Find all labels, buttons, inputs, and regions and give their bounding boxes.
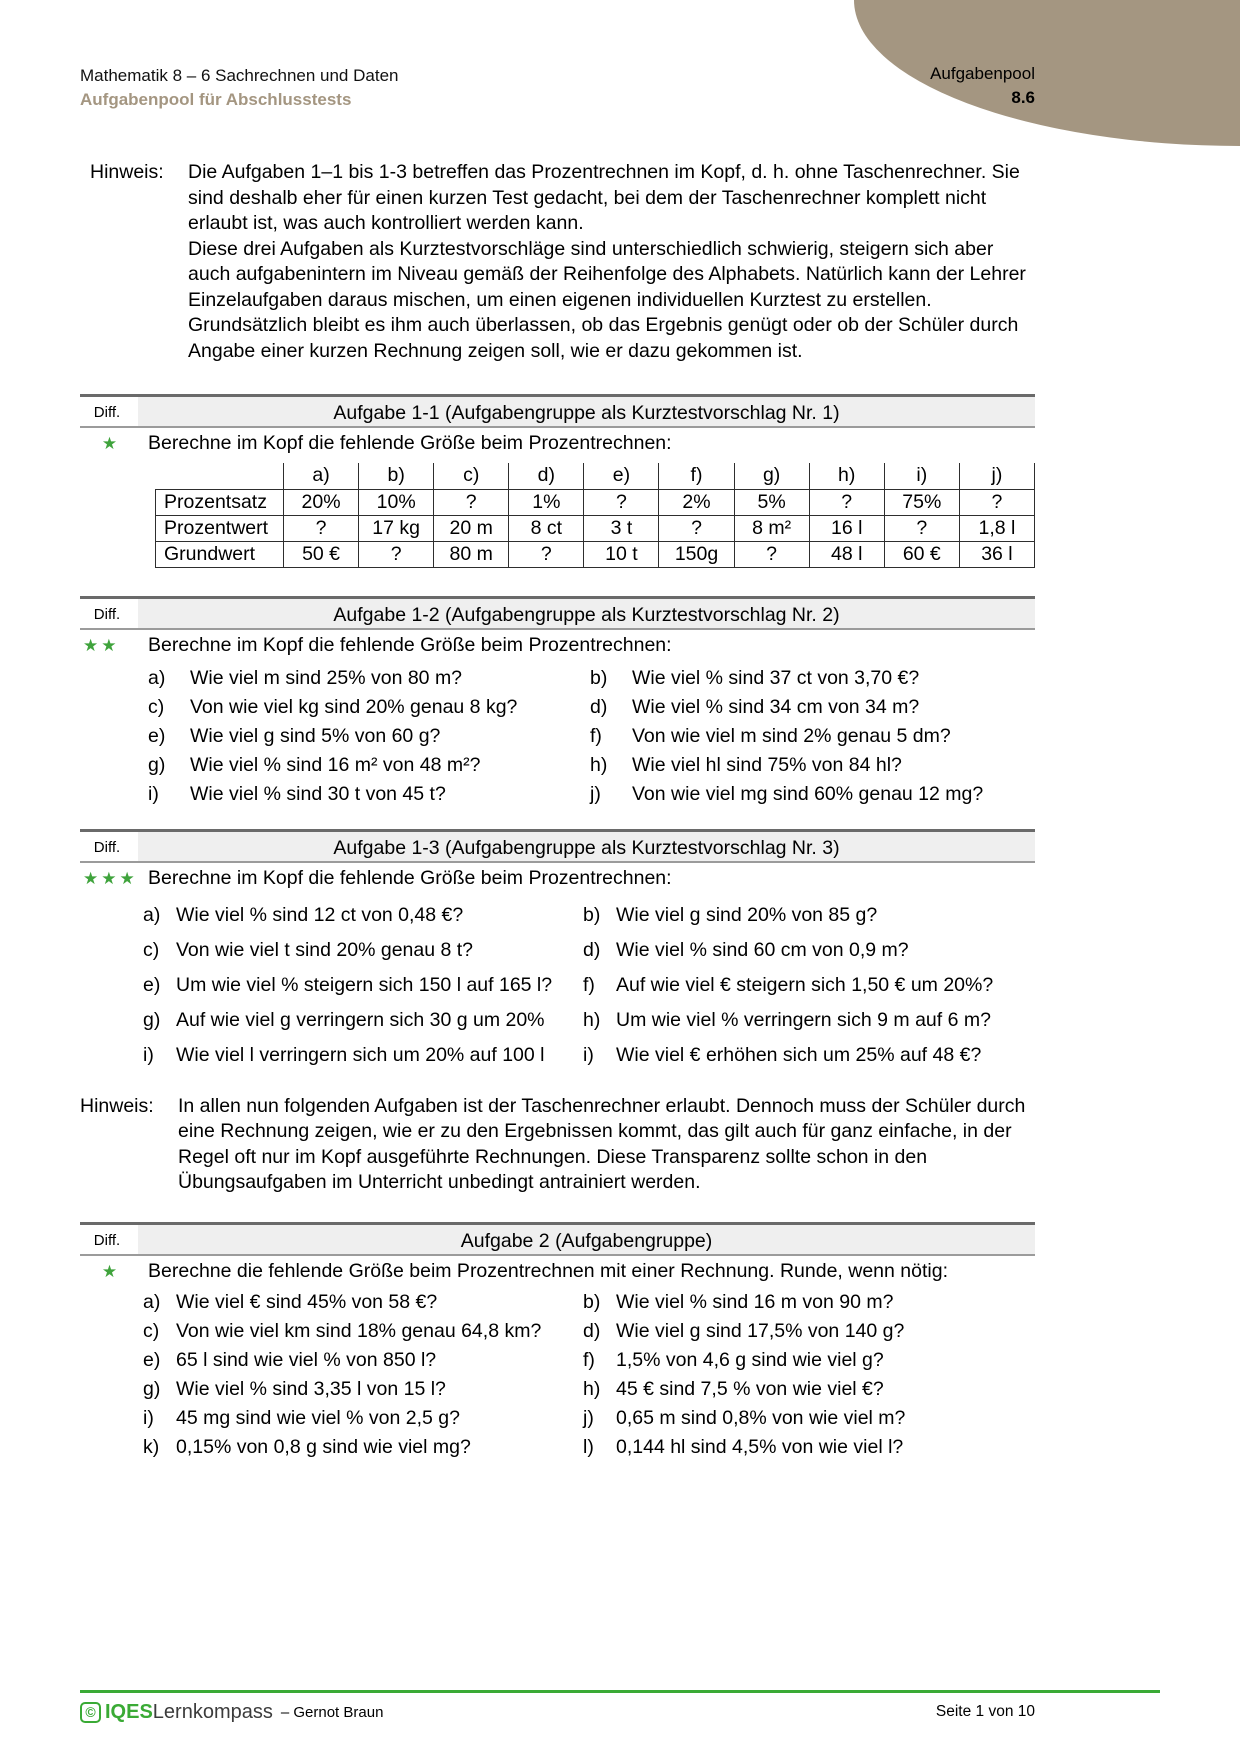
- table-row-label: Prozentwert: [156, 515, 284, 541]
- task-1-1-header: [80, 394, 1035, 428]
- question-text: Wie viel g sind 20% von 85 g?: [616, 903, 878, 926]
- table-cell: 50 €: [284, 541, 359, 567]
- question-label: f): [583, 1348, 595, 1371]
- question-label: d): [583, 1319, 601, 1342]
- task-2-diff-label: Diff.: [80, 1225, 134, 1254]
- table-cell: ?: [584, 489, 659, 515]
- task-1-1-intro: [80, 430, 1035, 457]
- question-item: [143, 1289, 583, 1315]
- table-cell: 16 l: [809, 515, 884, 541]
- question-label: c): [143, 938, 160, 961]
- question-label: g): [143, 1377, 161, 1400]
- task-1-2-items: [148, 665, 1035, 807]
- hint-2-body: [178, 1094, 1035, 1196]
- question-label: e): [143, 973, 161, 996]
- question-label: i): [143, 1406, 154, 1429]
- question-label: b): [583, 903, 601, 926]
- question-label: h): [583, 1377, 601, 1400]
- question-text: 0,65 m sind 0,8% von wie viel m?: [616, 1406, 906, 1429]
- question-text: Auf wie viel g verringern sich 30 g um 20%: [176, 1008, 545, 1031]
- question-text: 1,5% von 4,6 g sind wie viel g?: [616, 1348, 884, 1371]
- table-col-header: e): [584, 463, 659, 489]
- table-cell: 17 kg: [359, 515, 434, 541]
- question-text: Von wie viel mg sind 60% genau 12 mg?: [632, 782, 984, 805]
- question-text: Um wie viel % steigern sich 150 l auf 165 l?: [176, 973, 553, 996]
- table-row-grundwert: [156, 541, 1035, 567]
- question-item: [583, 902, 1035, 928]
- question-text: Wie viel % sind 12 ct von 0,48 €?: [176, 903, 464, 926]
- task-1-3-difficulty-stars: ★★★: [83, 868, 138, 888]
- question-text: Wie viel % sind 16 m von 90 m?: [616, 1290, 894, 1313]
- question-item: [143, 1405, 583, 1431]
- table-cell: ?: [509, 541, 584, 567]
- task-1-2-header: [80, 596, 1035, 630]
- question-text: Von wie viel km sind 18% genau 64,8 km?: [176, 1319, 542, 1342]
- table-cell: 75%: [884, 489, 959, 515]
- question-label: k): [143, 1435, 160, 1458]
- footer-divider: [80, 1690, 1160, 1693]
- question-item: [583, 1007, 1035, 1033]
- question-text: Um wie viel % verringern sich 9 m auf 6 m?: [616, 1008, 991, 1031]
- question-label: e): [143, 1348, 161, 1371]
- corner-section-number: 8.6: [1011, 88, 1035, 107]
- question-text: 45 € sind 7,5 % von wie viel €?: [616, 1377, 884, 1400]
- question-label: d): [583, 938, 601, 961]
- page-number: Seite 1 von 10: [935, 1703, 1035, 1720]
- task-1-1-title: Aufgabe 1-1 (Aufgabengruppe als Kurztestvorschlag Nr. 1): [138, 397, 1035, 426]
- hint-block-2: [80, 1094, 1035, 1196]
- question-item: [583, 1318, 1035, 1344]
- table-cell: 1%: [509, 489, 584, 515]
- table-cell: ?: [359, 541, 434, 567]
- question-item: [148, 694, 590, 720]
- question-text: Von wie viel t sind 20% genau 8 t?: [176, 938, 474, 961]
- table-cell: 5%: [734, 489, 809, 515]
- question-item: [148, 781, 590, 807]
- table-cell: ?: [434, 489, 509, 515]
- table-col-header: g): [734, 463, 809, 489]
- question-text: Wie viel g sind 17,5% von 140 g?: [616, 1319, 905, 1342]
- question-text: Wie viel m sind 25% von 80 m?: [190, 666, 463, 689]
- question-label: l): [583, 1435, 594, 1458]
- table-cell: 1,8 l: [959, 515, 1034, 541]
- hint-2-paragraph-1: In allen nun folgenden Aufgaben ist der Taschenrechner erlaubt. Dennoch muss der Schüler durch eine Rechnung zeigen, wie er zu den Ergebnissen kommt, das gilt auch für ganz einfache, in der Regel oft nur im Kopf ausgeführte Rechnungen. Diese Transparenz sollte schon in den Übungsaufgaben im Unterricht unbedingt antrainiert werden.: [178, 1094, 1026, 1193]
- question-item: [143, 937, 583, 963]
- question-text: Wie viel % sind 60 cm von 0,9 m?: [616, 938, 909, 961]
- table-corner-cell: [156, 463, 284, 489]
- task-2-difficulty-stars: ★: [101, 1261, 121, 1281]
- task-2-title: Aufgabe 2 (Aufgabengruppe): [138, 1225, 1035, 1254]
- task-1-1-difficulty-stars: ★: [101, 434, 121, 453]
- table-row-label: Prozentsatz: [156, 489, 284, 515]
- question-text: Wie viel € erhöhen sich um 25% auf 48 €?: [616, 1043, 982, 1066]
- table-cell: ?: [659, 515, 734, 541]
- question-item: [583, 972, 1035, 998]
- question-item: [143, 1376, 583, 1402]
- table-col-header: d): [509, 463, 584, 489]
- task-2-header: [80, 1222, 1035, 1256]
- hint-1-paragraph-2: Diese drei Aufgaben als Kurztestvorschläge sind unterschiedlich schwierig, steigern sich aber auch aufgabenintern im Niveau gemäß der Reihenfolge des Alphabets. Natürlich kann der Lehrer Einzelaufgaben daraus mischen, um einen eigenen individuellen Kurztest zu erstellen. Grundsätzlich bleibt es ihm auch überlassen, ob das Ergebnis genügt oder ob der Schüler durch Angabe einer kurzen Rechnung zeigen soll, wie er dazu gekommen ist.: [188, 237, 1026, 362]
- table-row-prozentsatz: [156, 489, 1035, 515]
- footer: [80, 1690, 1160, 1724]
- question-label: f): [590, 724, 602, 747]
- task-1-3-intro: [80, 865, 1035, 892]
- question-label: g): [148, 753, 166, 776]
- task-1-2-difficulty-stars: ★★: [83, 635, 120, 655]
- task-1-1-diff-label: Diff.: [80, 397, 134, 426]
- task-1-2-diff-label: Diff.: [80, 599, 134, 628]
- corner-pool-label: Aufgabenpool: [930, 64, 1035, 83]
- hint-1-label: Hinweis:: [90, 161, 164, 183]
- table-cell: ?: [959, 489, 1034, 515]
- table-row-prozentwert: [156, 515, 1035, 541]
- question-label: i): [148, 782, 159, 805]
- document-subtitle: Aufgabenpool für Abschlusstests: [80, 90, 352, 109]
- document-title: Mathematik 8 – 6 Sachrechnen und Daten: [80, 66, 399, 85]
- question-label: c): [143, 1319, 160, 1342]
- footer-author: – Gernot Braun: [280, 1703, 384, 1721]
- table-cell: 10 t: [584, 541, 659, 567]
- table-cell: 3 t: [584, 515, 659, 541]
- question-item: [148, 665, 590, 691]
- question-item: [583, 1289, 1035, 1315]
- table-cell: 8 m²: [734, 515, 809, 541]
- table-cell: 48 l: [809, 541, 884, 567]
- question-item: [143, 902, 583, 928]
- question-label: i): [583, 1043, 594, 1066]
- table-col-header: h): [809, 463, 884, 489]
- question-label: c): [148, 695, 165, 718]
- question-item: [583, 1347, 1035, 1373]
- question-item: [143, 1434, 583, 1460]
- table-cell: 20%: [284, 489, 359, 515]
- question-item: [583, 1376, 1035, 1402]
- table-col-header: i): [884, 463, 959, 489]
- table-cell: ?: [884, 515, 959, 541]
- hint-block-1: [80, 160, 1035, 364]
- question-text: Wie viel g sind 5% von 60 g?: [190, 724, 441, 747]
- question-label: i): [143, 1043, 154, 1066]
- question-item: [583, 1405, 1035, 1431]
- table-col-header: a): [284, 463, 359, 489]
- copyright-icon: ©: [80, 1702, 101, 1723]
- table-cell: 2%: [659, 489, 734, 515]
- question-text: Wie viel % sind 37 ct von 3,70 €?: [632, 666, 920, 689]
- task-2-instruction: Berechne die fehlende Größe beim Prozentrechnen mit einer Rechnung. Runde, wenn nötig:: [148, 1259, 948, 1282]
- hint-1-body: [188, 160, 1035, 364]
- question-text: Von wie viel m sind 2% genau 5 dm?: [632, 724, 951, 747]
- question-text: Wie viel % sind 30 t von 45 t?: [190, 782, 446, 805]
- question-item: [143, 1007, 583, 1033]
- footer-branding: [80, 1701, 383, 1724]
- question-label: h): [583, 1008, 601, 1031]
- question-item: [590, 752, 1035, 778]
- table-cell: ?: [734, 541, 809, 567]
- task-1-3-title: Aufgabe 1-3 (Aufgabengruppe als Kurztestvorschlag Nr. 3): [138, 832, 1035, 861]
- iqes-brand-text: IQES: [105, 1700, 153, 1723]
- question-item: [590, 694, 1035, 720]
- question-text: 45 mg sind wie viel % von 2,5 g?: [176, 1406, 460, 1429]
- question-label: f): [583, 973, 595, 996]
- task-2-items: [143, 1289, 1035, 1460]
- question-item: [143, 1347, 583, 1373]
- task-1-2-intro: [80, 632, 1035, 659]
- question-label: d): [590, 695, 608, 718]
- question-text: 0,144 hl sind 4,5% von wie viel l?: [616, 1435, 904, 1458]
- table-cell: 60 €: [884, 541, 959, 567]
- table-cell: 10%: [359, 489, 434, 515]
- question-item: [148, 752, 590, 778]
- lernkompass-brand-text: Lernkompass: [152, 1700, 273, 1723]
- question-item: [143, 972, 583, 998]
- table-cell: 80 m: [434, 541, 509, 567]
- task-1-2-instruction: Berechne im Kopf die fehlende Größe beim Prozentrechnen:: [148, 633, 672, 656]
- question-text: 65 l sind wie viel % von 850 l?: [176, 1348, 437, 1371]
- table-col-header: j): [959, 463, 1034, 489]
- task-1-1-table: [155, 463, 1035, 568]
- table-header-row: [156, 463, 1035, 489]
- question-text: Wie viel l verringern sich um 20% auf 100 l: [176, 1043, 545, 1066]
- table-col-header: b): [359, 463, 434, 489]
- question-item: [590, 665, 1035, 691]
- question-label: b): [590, 666, 608, 689]
- question-label: a): [148, 666, 166, 689]
- table-cell: 8 ct: [509, 515, 584, 541]
- footer-row: [80, 1701, 1160, 1724]
- question-label: e): [148, 724, 166, 747]
- task-2-intro: [80, 1258, 1035, 1285]
- question-item: [590, 781, 1035, 807]
- question-label: g): [143, 1008, 161, 1031]
- question-text: Wie viel € sind 45% von 58 €?: [176, 1290, 438, 1313]
- question-item: [143, 1042, 583, 1068]
- task-1-1-instruction: Berechne im Kopf die fehlende Größe beim Prozentrechnen:: [148, 432, 672, 454]
- table-cell: ?: [809, 489, 884, 515]
- task-1-3-items: [143, 902, 1035, 1068]
- question-text: Von wie viel kg sind 20% genau 8 kg?: [190, 695, 518, 718]
- hint-1-paragraph-1: Die Aufgaben 1–1 bis 1-3 betreffen das Prozentrechnen im Kopf, d. h. ohne Taschenrechner. Sie sind deshalb eher für einen kurzen Test gedacht, bei dem der Taschenrechner komplett nicht erlaubt ist, was auch kontrolliert werden kann.: [188, 161, 1020, 234]
- question-label: b): [583, 1290, 601, 1313]
- table-row-label: Grundwert: [156, 541, 284, 567]
- question-label: a): [143, 903, 161, 926]
- table-col-header: c): [434, 463, 509, 489]
- question-text: Auf wie viel € steigern sich 1,50 € um 20%?: [616, 973, 994, 996]
- question-text: Wie viel hl sind 75% von 84 hl?: [632, 753, 902, 776]
- question-label: j): [590, 782, 601, 805]
- question-label: a): [143, 1290, 161, 1313]
- hint-2-label: Hinweis:: [80, 1094, 154, 1117]
- task-1-3-header: [80, 829, 1035, 863]
- question-item: [583, 1434, 1035, 1460]
- task-1-3-instruction: Berechne im Kopf die fehlende Größe beim Prozentrechnen:: [148, 866, 672, 889]
- question-text: Wie viel % sind 3,35 l von 15 l?: [176, 1377, 446, 1400]
- document-header: [80, 64, 1035, 112]
- question-item: [143, 1318, 583, 1344]
- table-cell: ?: [284, 515, 359, 541]
- question-item: [590, 723, 1035, 749]
- question-item: [583, 937, 1035, 963]
- table-cell: 20 m: [434, 515, 509, 541]
- question-text: Wie viel % sind 16 m² von 48 m²?: [190, 753, 481, 776]
- table-cell: 36 l: [959, 541, 1034, 567]
- task-1-2-title: Aufgabe 1-2 (Aufgabengruppe als Kurztestvorschlag Nr. 2): [138, 599, 1035, 628]
- question-item: [583, 1042, 1035, 1068]
- table-cell: 150g: [659, 541, 734, 567]
- question-label: h): [590, 753, 608, 776]
- question-label: j): [583, 1406, 594, 1429]
- question-text: 0,15% von 0,8 g sind wie viel mg?: [176, 1435, 471, 1458]
- task-1-3-diff-label: Diff.: [80, 832, 134, 861]
- question-text: Wie viel % sind 34 cm von 34 m?: [632, 695, 920, 718]
- question-item: [148, 723, 590, 749]
- table-col-header: f): [659, 463, 734, 489]
